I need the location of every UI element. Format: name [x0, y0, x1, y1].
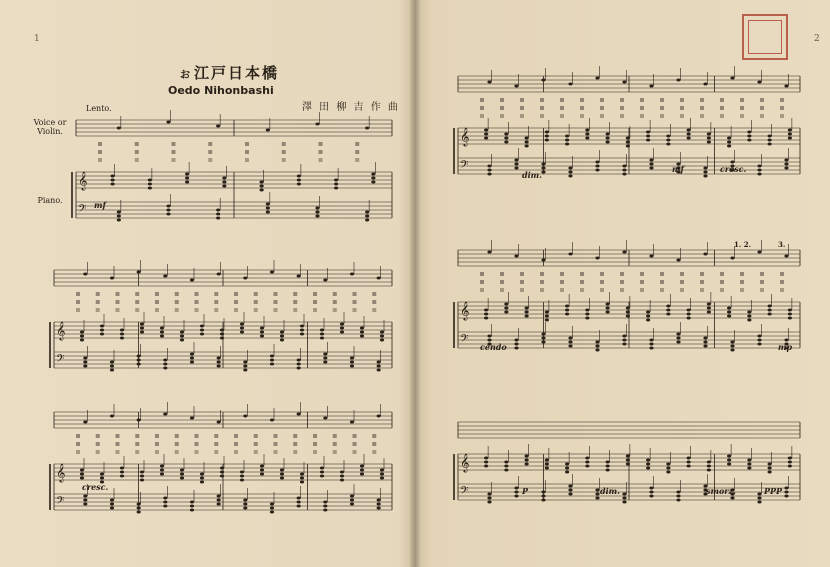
- dynamic-mf-right: mf: [672, 164, 684, 174]
- dynamic-ppp: PPP: [764, 486, 783, 496]
- treble-clef: 𝄞: [78, 171, 88, 190]
- dynamic-dim: dim.: [522, 170, 542, 180]
- song-title-japanese: [180, 62, 279, 83]
- instrument-label-voice: Voice or Violin.: [33, 118, 67, 136]
- treble-clef: 𝄞: [460, 127, 470, 146]
- song-title-romanized: Oedo Nihonbashi: [168, 84, 274, 97]
- composer-credit: 澤 田 柳 吉 作 曲: [302, 102, 400, 113]
- treble-clef: 𝄞: [56, 321, 66, 340]
- title-prefix: お: [180, 70, 192, 81]
- page-number-left: 1: [34, 34, 40, 44]
- tempo-marking: Lento.: [86, 104, 112, 113]
- volta-1-2: 1. 2.: [734, 240, 752, 249]
- dynamic-cresc-right: cresc.: [720, 164, 747, 174]
- bass-clef: 𝄢: [460, 333, 469, 348]
- treble-clef: 𝄞: [460, 453, 470, 472]
- bass-clef: 𝄢: [56, 353, 65, 368]
- dynamic-mp: mp: [778, 342, 793, 352]
- instrument-label-piano: Piano.: [37, 196, 63, 205]
- dynamic-smorz: smorz.: [706, 486, 736, 496]
- dynamic-dim-lower: dim.: [600, 486, 620, 496]
- page-number-right: 2: [814, 34, 820, 44]
- treble-clef: 𝄞: [460, 301, 470, 320]
- dynamic-p: P: [522, 486, 529, 496]
- volta-3: 3.: [778, 240, 786, 249]
- treble-clef: 𝄞: [56, 463, 66, 482]
- bass-clef: 𝄢: [78, 203, 87, 218]
- bass-clef: 𝄢: [460, 485, 469, 500]
- page-right: [418, 0, 830, 567]
- dynamic-mf-left: mf: [94, 200, 106, 210]
- bass-clef: 𝄢: [56, 495, 65, 510]
- dynamic-cendo: cendo: [480, 342, 507, 352]
- dynamic-cresc-left: cresc.: [82, 482, 109, 492]
- library-seal-stamp: [742, 14, 788, 60]
- page-left: [0, 0, 412, 567]
- bass-clef: 𝄢: [460, 159, 469, 174]
- title-main: 江戸日本橋: [194, 64, 280, 82]
